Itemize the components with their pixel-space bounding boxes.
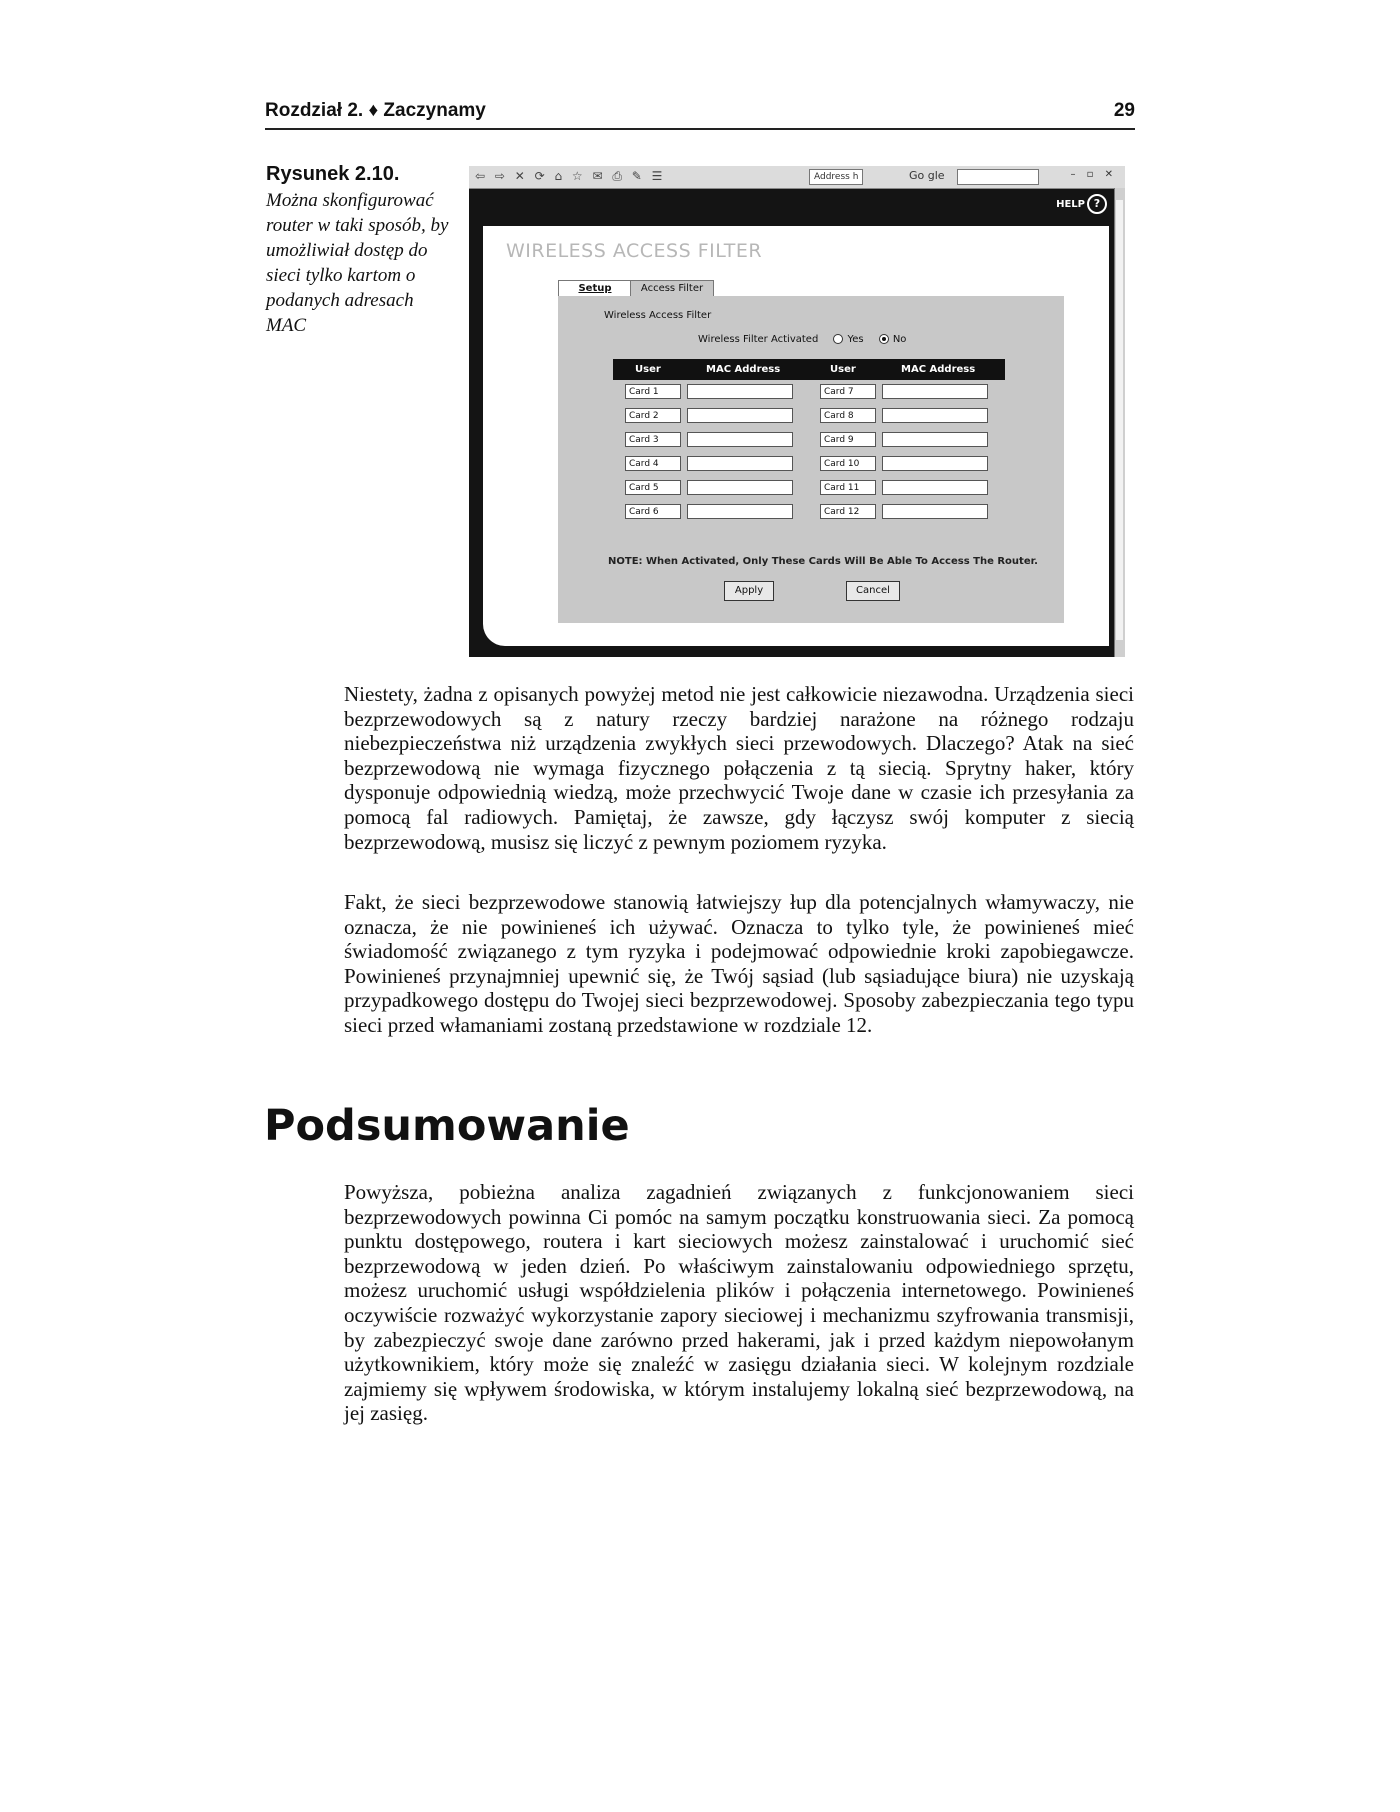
tab-access-filter[interactable]: Access Filter <box>630 280 714 297</box>
mac-field[interactable] <box>882 432 988 447</box>
mac-field[interactable] <box>687 456 793 471</box>
figure-caption-text: Można skonfigurować router w taki sposób, by umożliwiał dostęp do sieci tylko kartom o podanych adresach MAC <box>266 190 449 336</box>
mac-field[interactable] <box>687 384 793 399</box>
user-field[interactable]: Card 6 <box>625 504 681 519</box>
user-field[interactable]: Card 9 <box>820 432 876 447</box>
content-panel <box>483 226 1109 646</box>
mac-field[interactable] <box>882 504 988 519</box>
activation-note: NOTE: When Activated, Only These Cards Will Be Able To Access The Router. <box>608 556 1038 567</box>
window-controls[interactable]: – ▫ ✕ <box>1070 169 1117 180</box>
radio-no-label: No <box>892 334 907 345</box>
mac-field[interactable] <box>687 432 793 447</box>
user-field[interactable]: Card 7 <box>820 384 876 399</box>
figure-label: Rysunek 2.10. <box>266 163 400 185</box>
radio-no[interactable] <box>879 334 889 344</box>
address-value: h <box>852 172 859 182</box>
help-icon: ? <box>1087 194 1107 214</box>
radio-yes-label: Yes <box>847 334 864 345</box>
column-header: MAC Address <box>901 364 976 375</box>
form-heading: Wireless Access Filter <box>604 310 712 321</box>
user-field[interactable]: Card 3 <box>625 432 681 447</box>
radio-yes[interactable] <box>833 334 843 344</box>
mac-field[interactable] <box>687 504 793 519</box>
body-paragraph: Niestety, żadna z opisanych powyżej metod nie jest całkowicie niezawodna. Urządzenia sieci bezprzewodowych są z natury rzeczy bardziej narażone na różnego rodzaju niebezpieczeństwa niż urządzenia zwykłych sieci przewodowych. Dlaczego? Atak na sieć bezprzewodową nie wymaga fizycznego połączenia z tą siecią. Sprytny haker, który dysponuje odpowiednią wiedzą, może przechwycić Twoje dane w czasie ich przesyłania za pomocą fal radiowych. Pamiętaj, że zawsze, gdy łączysz swój komputer z siecią bezprzewodową, musisz się liczyć z pewnym poziomem ryzyka. <box>344 682 1134 854</box>
user-field[interactable]: Card 10 <box>820 456 876 471</box>
tab-setup[interactable]: Setup <box>558 280 632 297</box>
user-field[interactable]: Card 11 <box>820 480 876 495</box>
access-filter-form <box>558 296 1064 623</box>
mac-field[interactable] <box>687 480 793 495</box>
toolbar-icons: ⇦ ⇨ ✕ ⟳ ⌂ ☆ ✉ ⎙ ✎ ☰ <box>475 169 666 183</box>
table-row <box>613 500 1005 524</box>
user-field[interactable]: Card 12 <box>820 504 876 519</box>
mac-field[interactable] <box>882 456 988 471</box>
vertical-scrollbar[interactable] <box>1114 188 1125 657</box>
running-header <box>265 98 1135 130</box>
page-number: 29 <box>1113 100 1135 121</box>
user-field[interactable]: Card 8 <box>820 408 876 423</box>
user-field[interactable]: Card 1 <box>625 384 681 399</box>
column-header: MAC Address <box>706 364 781 375</box>
address-label: Address <box>814 172 850 182</box>
table-row <box>613 428 1005 452</box>
filter-activated-row <box>698 334 906 345</box>
table-header <box>613 359 1005 380</box>
scrollbar-thumb[interactable] <box>1116 200 1123 640</box>
mac-field[interactable] <box>882 384 988 399</box>
summary-paragraph: Powyższa, pobieżna analiza zagadnień związanych z funkcjonowaniem sieci bezprzewodowych powinna Ci pomóc na samym początku konstruowania sieci. Za pomocą punktu dostępowego, routera i kart sieciowych możesz zainstalować i uruchomić sieć bezprzewodową w jeden dzień. Po właściwym zainstalowaniu odpowiedniego sprzętu, możesz uruchomić usługi współdzielenia plików i połączenia internetowego. Powinieneś oczywiście rozważyć wykorzystanie zapory sieciowej i mechanizmu szyfrowania transmisji, by zabezpieczyć swoje dane zarówno przed hakerami, jak i przed każdym niepowołanym użytkownikiem, który może się znaleźć w zasięgu działania sieci. W kolejnym rozdziale zajmiemy się wpływem środowiska, w którym instalujemy lokalną sieć bezprzewodową, na jej zasięg. <box>344 1180 1134 1426</box>
mac-field[interactable] <box>882 480 988 495</box>
table-row <box>613 380 1005 404</box>
address-bar[interactable] <box>809 169 863 185</box>
google-toolbar-label: Go gle <box>909 169 945 182</box>
column-header: User <box>830 364 856 375</box>
help-button[interactable] <box>1056 194 1107 214</box>
cancel-button[interactable]: Cancel <box>846 581 900 601</box>
table-row <box>613 452 1005 476</box>
filter-activated-label: Wireless Filter Activated <box>698 334 819 345</box>
section-heading: Podsumowanie <box>264 1101 630 1151</box>
mac-field[interactable] <box>882 408 988 423</box>
user-field[interactable]: Card 2 <box>625 408 681 423</box>
browser-toolbar <box>469 166 1125 189</box>
chapter-title: Rozdział 2. ♦ Zaczynamy <box>265 100 486 121</box>
user-field[interactable]: Card 4 <box>625 456 681 471</box>
table-row <box>613 476 1005 500</box>
apply-button[interactable]: Apply <box>724 581 774 601</box>
router-screenshot <box>469 166 1125 657</box>
user-field[interactable]: Card 5 <box>625 480 681 495</box>
column-header: User <box>635 364 661 375</box>
page-title: WIRELESS ACCESS FILTER <box>506 240 763 262</box>
mac-field[interactable] <box>687 408 793 423</box>
table-row <box>613 404 1005 428</box>
figure-caption <box>266 163 456 338</box>
google-search-input[interactable] <box>957 169 1039 185</box>
help-label: HELP <box>1056 199 1085 210</box>
body-paragraph: Fakt, że sieci bezprzewodowe stanowią łatwiejszy łup dla potencjalnych włamywaczy, nie oznacza, że nie powinieneś ich używać. Oznacza to tylko tyle, że powinieneś mieć świadomość związanego z tym ryzyka i podejmować odpowiednie kroki zapobiegawcze. Powinieneś przynajmniej upewnić się, że Twój sąsiad (lub sąsiadujące biura) nie uzyskają przypadkowego dostępu do Twojej sieci bezprzewodowej. Sposoby zabezpieczania tego typu sieci przed włamaniami zostaną przedstawione w rozdziale 12. <box>344 890 1134 1037</box>
